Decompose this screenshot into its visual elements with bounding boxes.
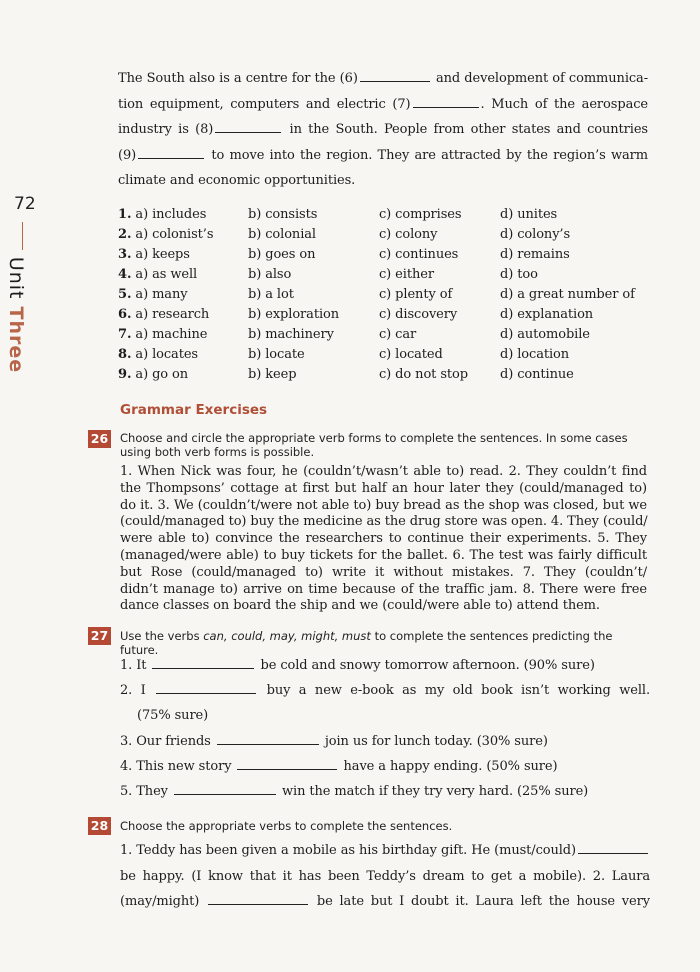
- passage-line: The South also is a centre for the (6) and development of communica-: [118, 66, 648, 92]
- exercise-line: dance classes on board the ship and we (could/were able to) attend them.: [120, 598, 600, 614]
- exercise-line: 1. When Nick was four, he (couldn’t/wasn’t able to) read. 2. They couldn’t find: [120, 464, 647, 479]
- exercise-number-badge: 26: [88, 430, 111, 448]
- answer-blank[interactable]: [413, 93, 479, 108]
- unit-divider: [22, 222, 23, 250]
- exercise-line: 4. This new story have a happy ending. (50% sure): [120, 754, 650, 779]
- reading-passage: [118, 66, 648, 194]
- answer-blank[interactable]: [152, 654, 254, 669]
- answer-blank[interactable]: [215, 118, 281, 133]
- answer-blank[interactable]: [174, 780, 276, 795]
- answer-blank[interactable]: [360, 67, 430, 82]
- exercise-instruction: Choose and circle the appropriate verb forms to complete the sentences. In some cases using both verb forms is possible.: [120, 431, 628, 459]
- exercise-line: 5. They win the match if they try very hard. (25% sure): [120, 779, 650, 804]
- passage-line: climate and economic opportunities.: [118, 173, 356, 188]
- answer-blank[interactable]: [138, 144, 204, 159]
- answer-blank[interactable]: [208, 890, 308, 905]
- exercise-28-text: [120, 838, 650, 915]
- exercise-number-badge: 28: [88, 817, 111, 835]
- exercise-26-text: [120, 464, 647, 615]
- exercise-line: 2. I buy a new e-book as my old book isn’t working well.: [120, 678, 650, 703]
- exercise-line: (could/managed to) buy the medicine as the drug store was open. 4. They (could/: [120, 514, 648, 530]
- unit-word: Unit: [5, 256, 27, 300]
- passage-line: tion equipment, computers and electric (7) . Much of the aerospace: [118, 92, 648, 118]
- exercise-instruction: Use the verbs can, could, may, might, must to complete the sentences predicting the future.: [120, 629, 613, 657]
- exercise-line: (managed/were able) to buy tickets for the ballet. 6. The test was fairly difficult: [120, 547, 647, 563]
- exercise-number-badge: 27: [88, 627, 111, 645]
- answer-blank[interactable]: [217, 730, 319, 745]
- unit-label: [2, 250, 30, 380]
- exercise-line: but Rose (could/managed to) write it without mistakes. 7. They (couldn’t/: [120, 564, 647, 580]
- exercise-line: be happy. (I know that it has been Teddy’s dream to get a mobile). 2. Laura: [120, 868, 650, 884]
- passage-line: industry is (8) in the South. People from other states and countries: [118, 117, 648, 143]
- exercise-line: the Thompsons’ cottage at first but half an hour later they (could/managed to): [120, 480, 647, 496]
- answer-blank[interactable]: [578, 839, 648, 854]
- exercise-line: (may/might) be late but I doubt it. Laura left the house very: [120, 889, 650, 915]
- exercise-line: were able to) convince the researchers to continue their experiments. 5. They: [120, 531, 647, 547]
- exercise-line: 3. Our friends join us for lunch today. (30% sure): [120, 729, 650, 754]
- exercise-line: 1. Teddy has been given a mobile as his birthday gift. He (must/could): [120, 838, 650, 864]
- section-heading: Grammar Exercises: [120, 402, 268, 418]
- exercise-instruction: Choose the appropriate verbs to complete the sentences.: [120, 819, 453, 833]
- answer-blank[interactable]: [156, 679, 256, 694]
- exercise-line: didn’t manage to) arrive on time because of the traffic jam. 8. There were free: [120, 581, 647, 597]
- passage-line: (9) to move into the region. They are attracted by the region’s warm: [118, 143, 648, 169]
- page-number: 72: [14, 194, 36, 214]
- unit-name: Three: [5, 306, 27, 374]
- answer-blank[interactable]: [237, 755, 337, 770]
- exercise-27-text: [120, 653, 650, 804]
- exercise-line: (75% sure): [137, 708, 209, 724]
- exercise-line: 1. It be cold and snowy tomorrow afternoon. (90% sure): [120, 653, 650, 678]
- exercise-line: do it. 3. We (couldn’t/were not able to) buy bread as the shop was closed, but we: [120, 497, 647, 513]
